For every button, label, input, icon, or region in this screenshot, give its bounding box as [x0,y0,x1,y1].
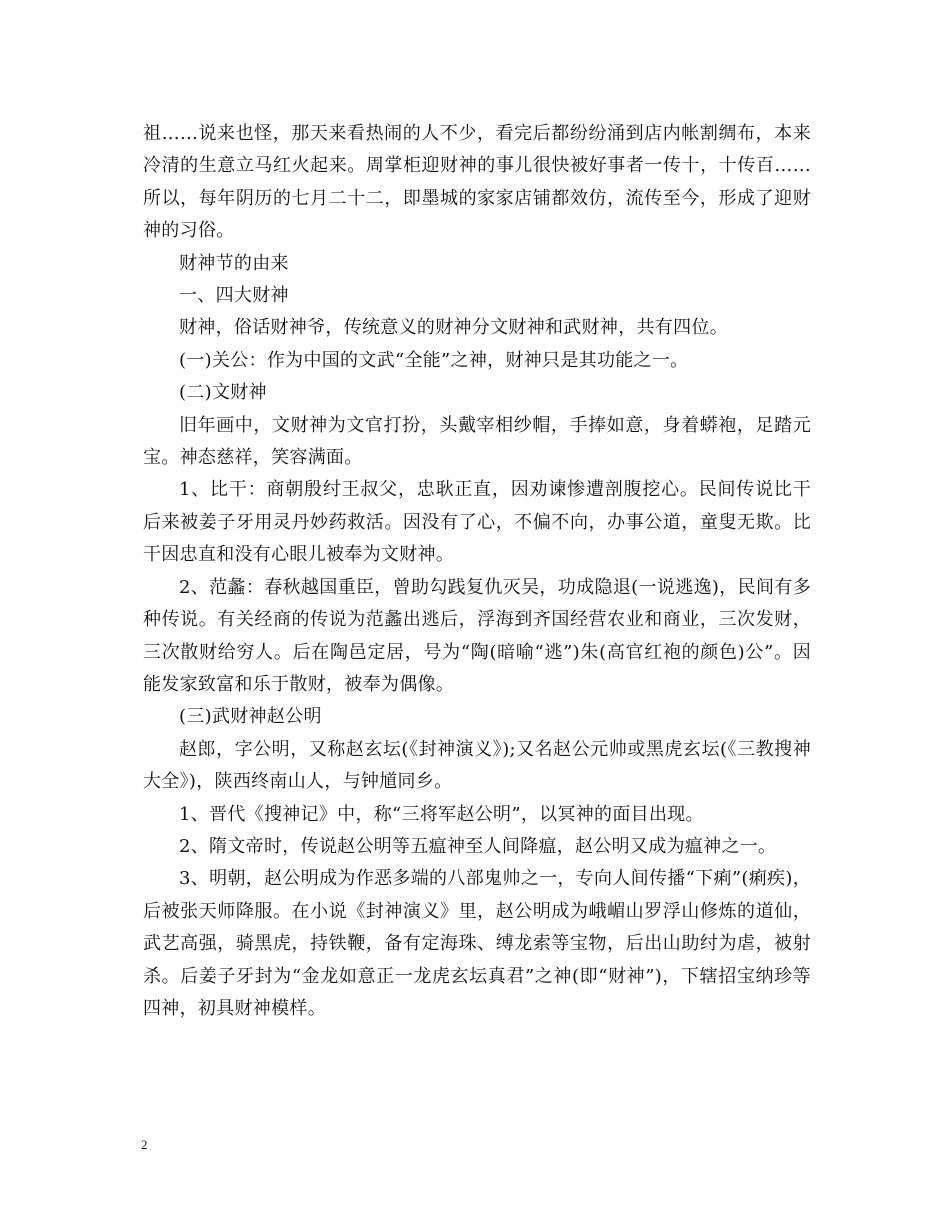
paragraph-9: 2、范蠡：春秋越国重臣，曾助勾践复仇灭吴，功成隐退(一说逃逸)，民间有多种传说。有关经商的传说为范蠡出逃后，浮海到齐国经营农业和商业，三次发财，三次散财给穷人。后在陶邑定居，号为“陶(暗喻“逃”)朱(高官红袍的颜色)公”。因能发家致富和乐于散财，被奉为偶像。 [143,576,811,695]
paragraph-3: 一、四大财神 [179,285,289,307]
paragraph-14: 3、明朝，赵公明成为作恶多端的八部鬼帅之一，专向人间传播“下痢”(痢疾)，后被张天师降服。在小说《封神演义》里，赵公明成为峨嵋山罗浮山修炼的道仙，武艺高强，骑黑虎，持铁鞭，备有定海珠、缚龙索等宝物，后出山助纣为虐，被射杀。后姜子牙封为“金龙如意正一龙虎玄坛真君”之神(即“财神”)，下辖招宝纳珍等四神，初具财神模样。 [143,868,811,1019]
paragraph-4: 财神，俗话财神爷，传统意义的财神分文财神和武财神，共有四位。 [179,317,728,339]
paragraph-10: (三)武财神赵公明 [179,706,322,728]
paragraph-5: (一)关公：作为中国的文武“全能”之神，财神只是其功能之一。 [179,349,689,371]
page-number: 2 [141,1137,148,1152]
paragraph-7: 旧年画中，文财神为文官打扮，头戴宰相纱帽，手捧如意，身着蟒袍，足踏元宝。神态慈祥，笑容满面。 [143,414,811,469]
paragraph-6: (二)文财神 [179,382,267,404]
paragraph-13: 2、隋文帝时，传说赵公明等五瘟神至人间降瘟，赵公明又成为瘟神之一。 [179,835,777,857]
document-body [143,118,811,1025]
paragraph-2: 财神节的由来 [179,252,289,274]
paragraph-1: 祖……说来也怪，那天来看热闹的人不少，看完后都纷纷涌到店内帐割绸布，本来冷清的生意立马红火起来。周掌柜迎财神的事儿很快被好事者一传十，十传百……所以，每年阴历的七月二十二，即墨城的家家店铺都效仿，流传至今，形成了迎财神的习俗。 [143,123,811,242]
paragraph-11: 赵郎，字公明，又称赵玄坛(《封神演义》);又名赵公元帅或黑虎玄坛(《三教搜神大全》)，陕西终南山人，与钟馗同乡。 [143,738,811,793]
paragraph-8: 1、比干：商朝殷纣王叔父，忠耿正直，因劝谏惨遭剖腹挖心。民间传说比干后来被姜子牙用灵丹妙药救活。因没有了心，不偏不向，办事公道，童叟无欺。比干因忠直和没有心眼儿被奉为文财神。 [143,479,811,566]
paragraph-12: 1、晋代《搜神记》中，称“三将军赵公明”，以冥神的面目出现。 [179,803,704,825]
